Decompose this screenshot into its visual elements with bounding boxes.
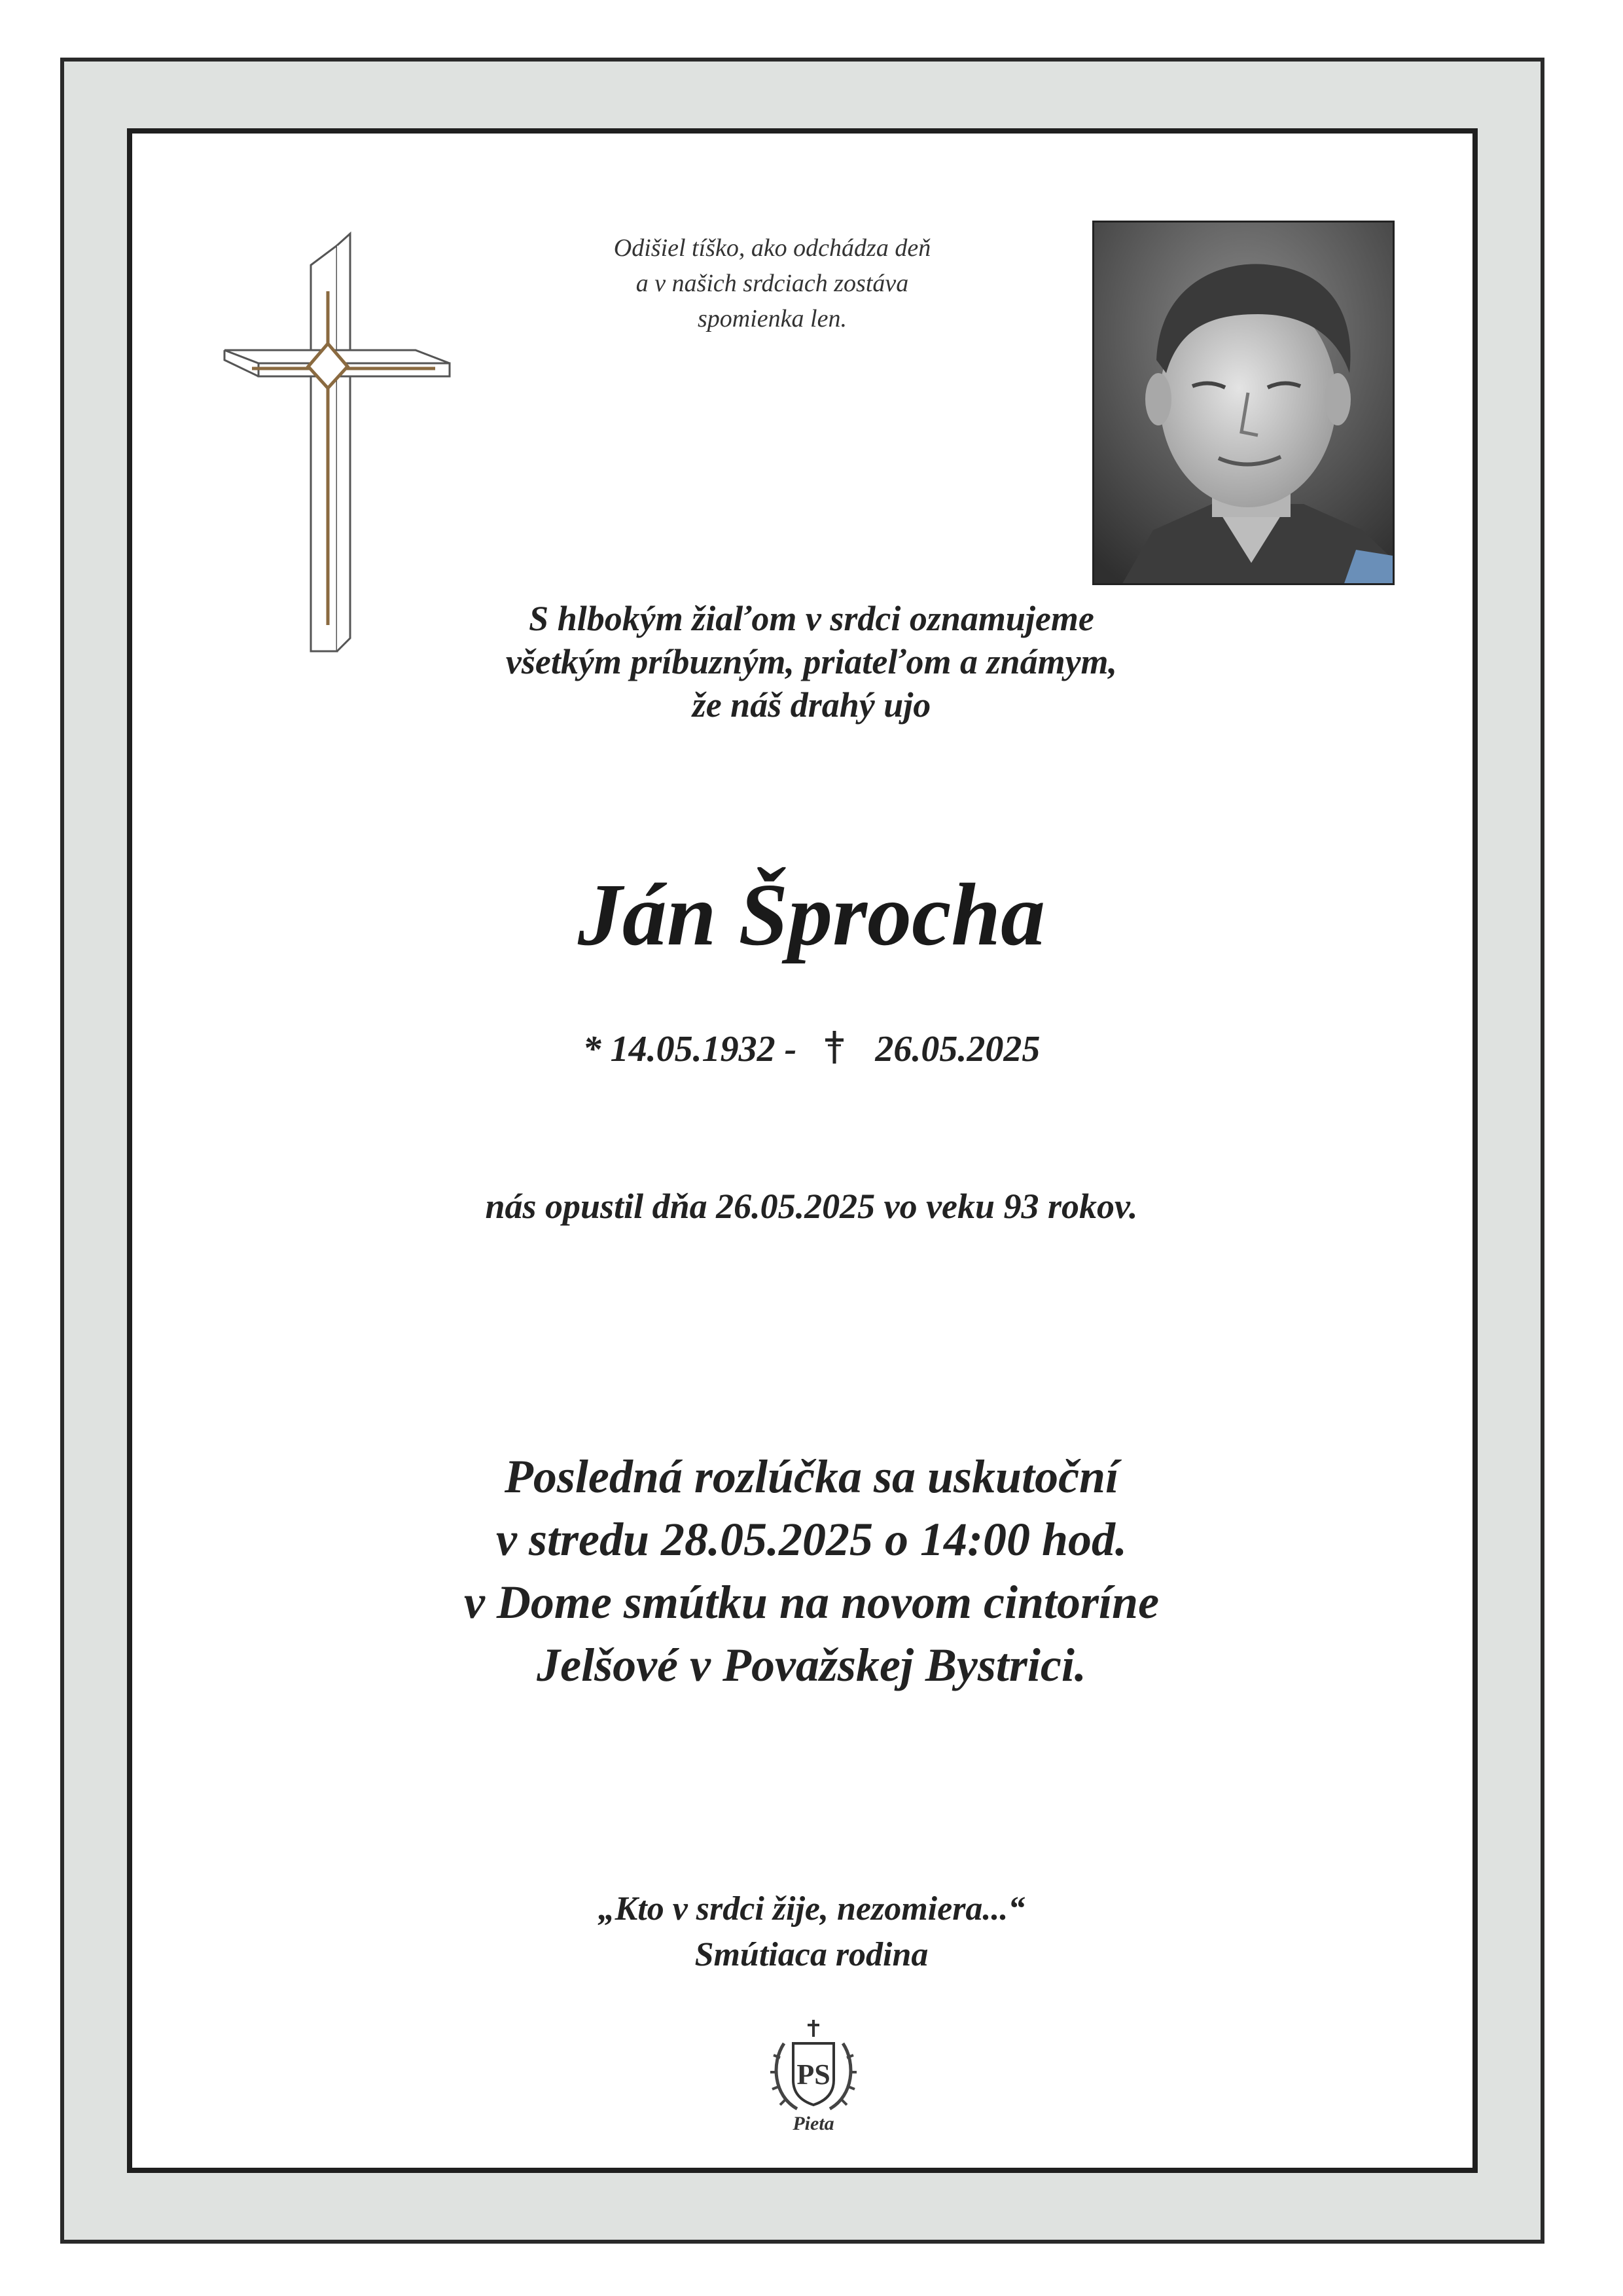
closing-quote: „Kto v srdci žije, nezomiera...“ [597, 1890, 1026, 1928]
verse [458, 230, 1086, 336]
announcement-line: všetkým príbuzným, priateľom a známym, [505, 642, 1118, 681]
passing-notice: nás opustil dňa 26.05.2025 vo veku 93 rokov. [485, 1187, 1138, 1226]
funeral-line: v stredu 28.05.2025 o 14:00 hod. [495, 1513, 1128, 1566]
portrait-image [1094, 223, 1395, 585]
announcement-line: že náš drahý ujo [692, 685, 931, 725]
birth-date: * 14.05.1932 - [582, 1029, 797, 1069]
death-date: 26.05.2025 [875, 1029, 1041, 1069]
funeral-line: Posledná rozlúčka sa uskutoční [504, 1450, 1119, 1503]
announcement [288, 597, 1335, 726]
portrait-photo [1092, 221, 1395, 585]
funeral-line: v Dome smútku na novom cintoríne [463, 1576, 1160, 1628]
life-dates [288, 1026, 1335, 1072]
announcement-line: S hlbokým žiaľom v srdci oznamujeme [529, 599, 1094, 638]
cross-icon [219, 219, 455, 658]
cross-glyph-icon [819, 1028, 850, 1065]
logo-name: Pieta [793, 2113, 834, 2134]
deceased-name: Ján Šprocha [577, 866, 1046, 964]
funeral-line: Jelšové v Považskej Bystrici. [537, 1639, 1086, 1691]
verse-line: spomienka len. [698, 305, 847, 332]
funeral-info [288, 1445, 1335, 1696]
logo-initials: PS [796, 2058, 830, 2090]
pieta-logo-icon [764, 2017, 863, 2125]
closing [288, 1886, 1335, 1978]
verse-line: Odišiel tíško, ako odchádza deň [613, 234, 931, 262]
verse-line: a v našich srdciach zostáva [635, 270, 909, 297]
closing-signature: Smútiaca rodina [694, 1936, 929, 1973]
